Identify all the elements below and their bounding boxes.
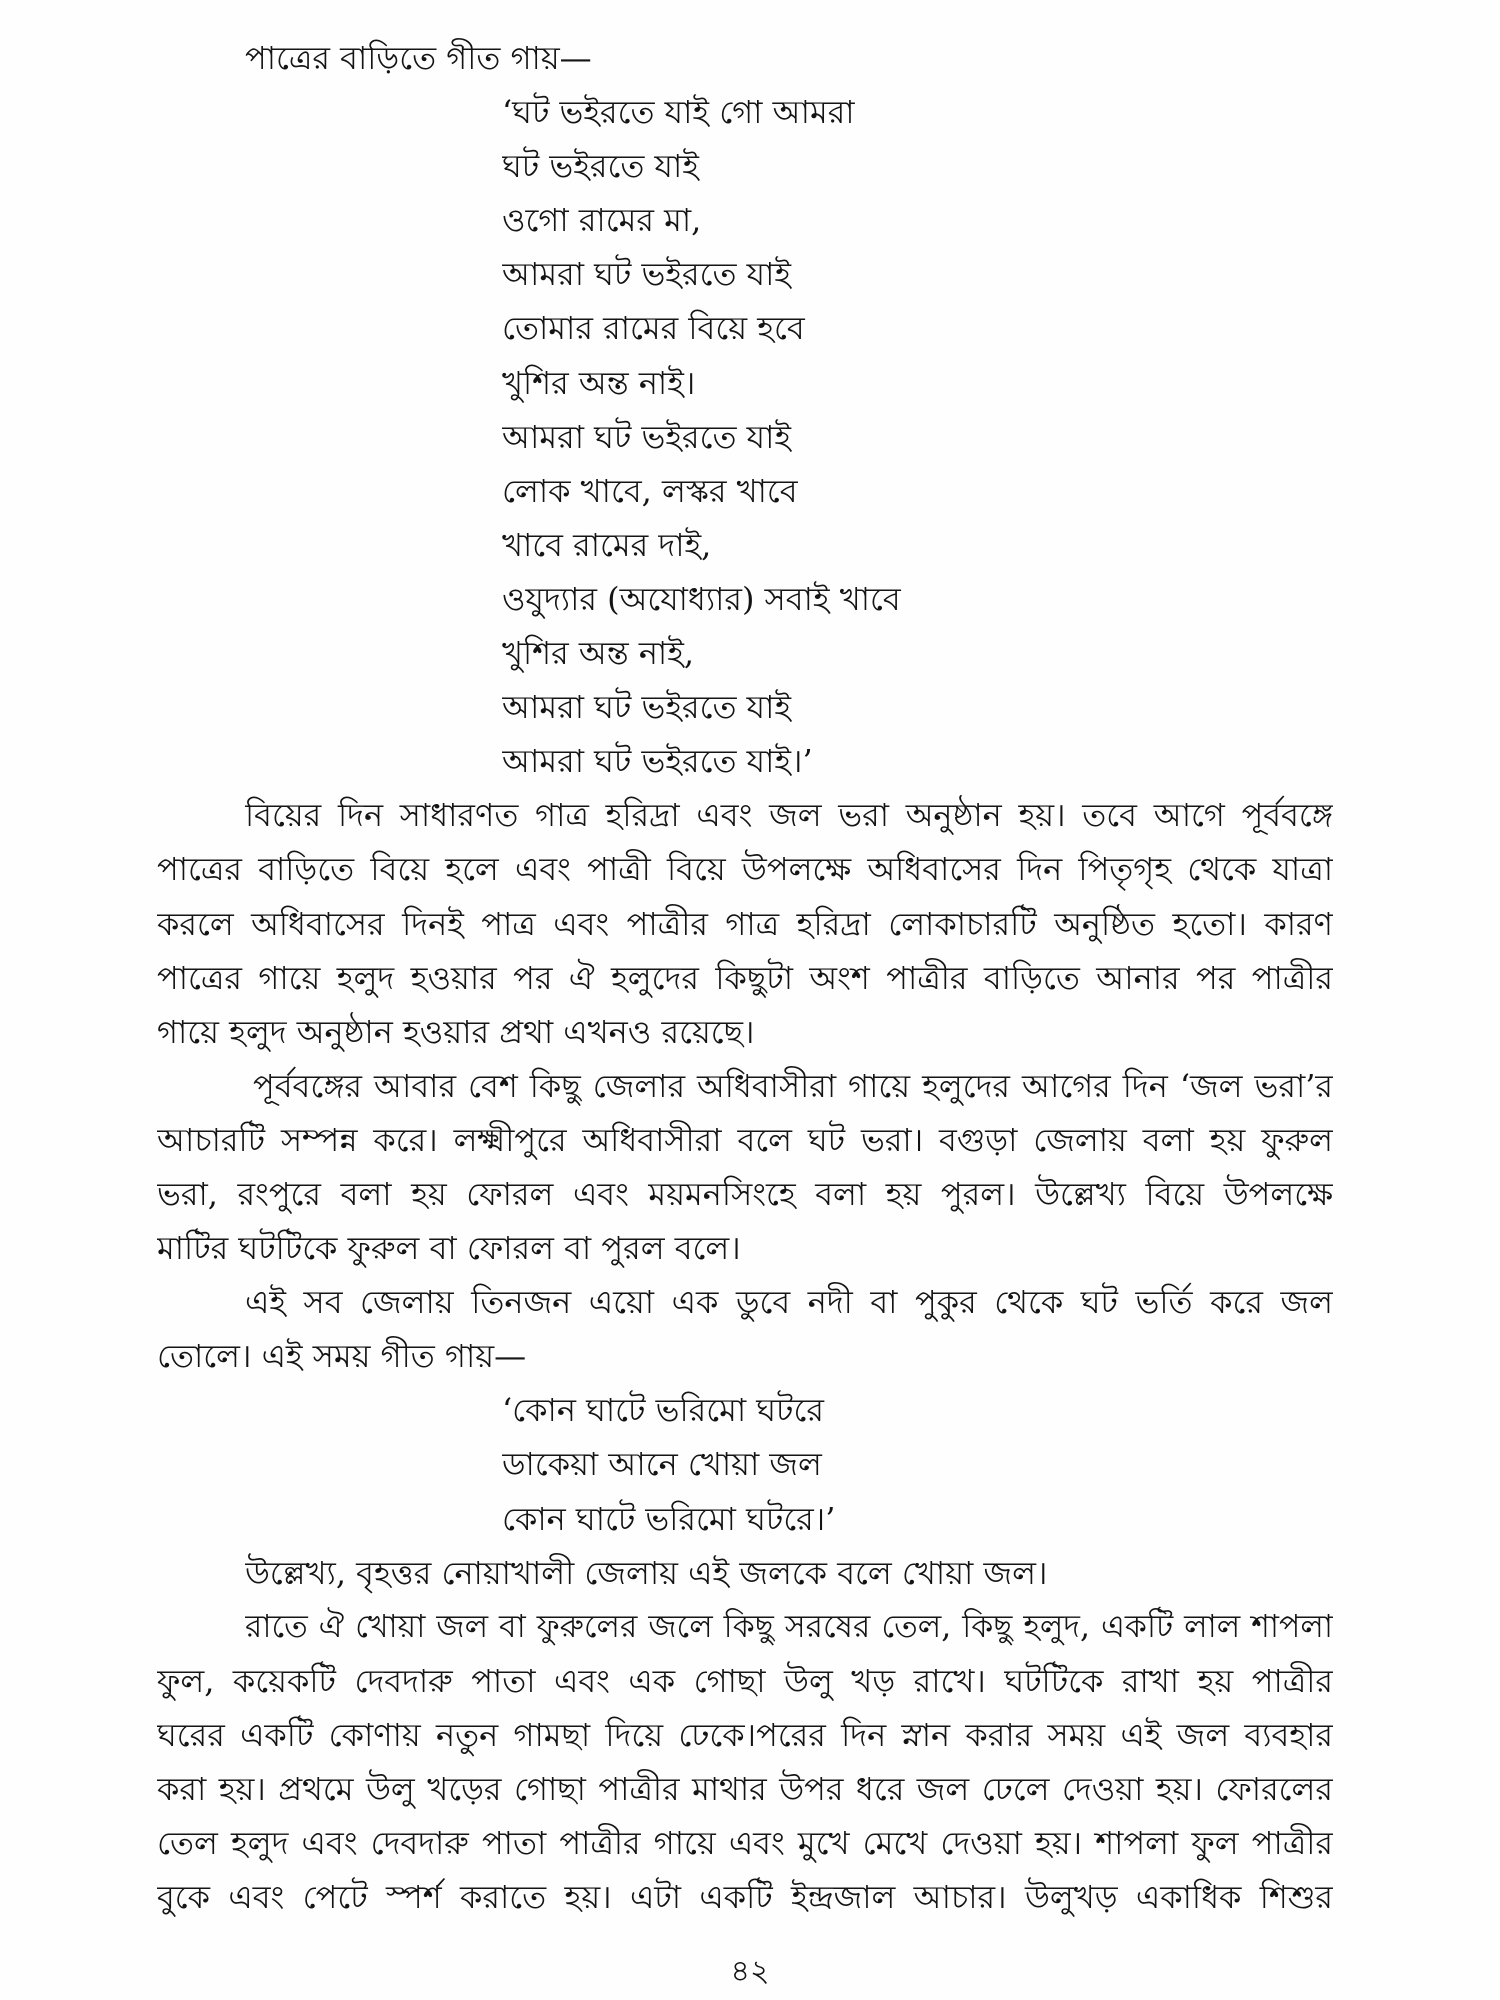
song-line: ওযুদ্যার (অযোধ্যার) সবাই খাবে <box>502 579 901 618</box>
paragraph-line: গায়ে হলুদ অনুষ্ঠান হওয়ার প্রথা এখনও রয়েছে। <box>157 1012 755 1051</box>
paragraph-line: উল্লেখ্য, বৃহত্তর নোয়াখালী জেলায় এই জলকে বলে খোয়া জল। <box>245 1553 1048 1592</box>
page-body <box>0 31 1500 1924</box>
song-line: ঘট ভইরতে যাই <box>502 147 699 186</box>
song-line: ‘ঘট ভইরতে যাই গো আমরা <box>502 93 855 132</box>
paragraph-3 <box>0 1275 1500 1383</box>
song-line: ‘কোন ঘাটে ভরিমো ঘটরে <box>502 1391 824 1430</box>
paragraph-4 <box>0 1546 1500 1600</box>
paragraph-line: তেল হলুদ এবং দেবদারু পাতা পাত্রীর গায়ে এবং মুখে মেখে দেওয়া হয়। শাপলা ফুল পাত্রীর <box>157 1824 1333 1863</box>
paragraph-line: রাতে ঐ খোয়া জল বা ফুরুলের জলে কিছু সরষের তেল, কিছু হলুদ, একটি লাল শাপলা <box>245 1608 1333 1645</box>
paragraph-line: আচারটি সম্পন্ন করে। লক্ষ্মীপুরে অধিবাসীরা বলে ঘট ভরা। বগুড়া জেলায় বলা হয় ফুরুল <box>157 1120 1333 1159</box>
paragraph-line: করলে অধিবাসের দিনই পাত্র এবং পাত্রীর গাত্র হরিদ্রা লোকাচারটি অনুষ্ঠিত হতো। কারণ <box>157 904 1333 943</box>
song-line: ওগো রামের মা, <box>502 201 702 240</box>
paragraph-line: করা হয়। প্রথমে উলু খড়ের গোছা পাত্রীর মাথার উপর ধরে জল ঢেলে দেওয়া হয়। ফোরলের <box>157 1770 1333 1808</box>
song-line: কোন ঘাটে ভরিমো ঘটরে।’ <box>502 1499 836 1538</box>
song-line: ডাকেয়া আনে খোয়া জল <box>502 1445 822 1484</box>
song-line: খাবে রামের দাই, <box>502 525 712 564</box>
song-line: খুশির অন্ত নাই, <box>502 634 695 673</box>
song-line: আমরা ঘট ভইরতে যাই।’ <box>502 742 813 781</box>
paragraph-line: এই সব জেলায় তিনজন এয়ো এক ডুবে নদী বা পুকুর থেকে ঘট ভর্তি করে জল <box>245 1283 1333 1322</box>
paragraph-1 <box>0 788 1500 1058</box>
song-line: খুশির অন্ত নাই। <box>502 363 696 402</box>
paragraph-line: বিয়ের দিন সাধারণত গাত্র হরিদ্রা এবং জল ভরা অনুষ্ঠান হয়। তবে আগে পূর্ববঙ্গে <box>245 796 1333 835</box>
song-line: আমরা ঘট ভইরতে যাই <box>502 417 792 456</box>
paragraph-line: বুকে এবং পেটে স্পর্শ করাতে হয়। এটা একটি ইন্দ্রজাল আচার। উলুখড় একাধিক শিশুর <box>157 1878 1333 1917</box>
paragraph-line: ভরা, রংপুরে বলা হয় ফোরল এবং ময়মনসিংহে বলা হয় পুরল। উল্লেখ্য বিয়ে উপলক্ষে <box>157 1174 1333 1213</box>
song-2 <box>0 1383 1500 1545</box>
paragraph-line: পাত্রের বাড়িতে বিয়ে হলে এবং পাত্রী বিয়ে উপলক্ষে অধিবাসের দিন পিতৃগৃহ থেকে যাত্রা <box>157 850 1333 889</box>
song-line: লোক খাবে, লস্কর খাবে <box>502 471 798 510</box>
song-line: আমরা ঘট ভইরতে যাই <box>502 255 792 294</box>
intro-line: পাত্রের বাড়িতে গীত গায়— <box>245 39 592 77</box>
song-line: আমরা ঘট ভইরতে যাই <box>502 688 792 727</box>
paragraph-line: পূর্ববঙ্গের আবার বেশ কিছু জেলার অধিবাসীরা গায়ে হলুদের আগের দিন ‘জল ভরা’র <box>253 1066 1333 1105</box>
song-1 <box>0 85 1500 788</box>
paragraph-2 <box>0 1059 1500 1275</box>
paragraph-5 <box>0 1600 1500 1925</box>
paragraph-line: ঘরের একটি কোণায় নতুন গামছা দিয়ে ঢেকে।পরের দিন স্নান করার সময় এই জল ব্যবহার <box>157 1715 1333 1754</box>
paragraph-line: ফুল, কয়েকটি দেবদারু পাতা এবং এক গোছা উলু খড় রাখে। ঘটটিকে রাখা হয় পাত্রীর <box>157 1661 1333 1700</box>
page-number: ৪২ <box>730 1954 770 1989</box>
paragraph-line: তোলে। এই সময় গীত গায়— <box>157 1337 527 1376</box>
paragraph-line: পাত্রের গায়ে হলুদ হওয়ার পর ঐ হলুদের কিছুটা অংশ পাত্রীর বাড়িতে আনার পর পাত্রীর <box>157 958 1333 997</box>
song-line: তোমার রামের বিয়ে হবে <box>502 309 805 348</box>
paragraph-line: মাটির ঘটটিকে ফুরুল বা ফোরল বা পুরল বলে। <box>157 1229 741 1268</box>
